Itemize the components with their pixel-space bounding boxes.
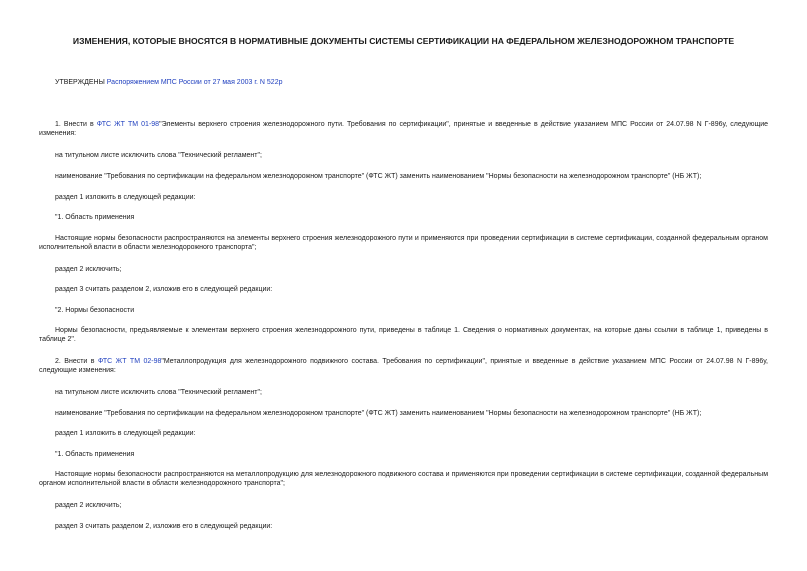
p2-scope-title: "1. Область применения <box>55 451 135 458</box>
approved-line <box>55 78 282 87</box>
p2-section3: раздел 3 считать разделом 2, изложив его в следующей редакции: <box>55 523 273 530</box>
p1-section3: раздел 3 считать разделом 2, изложив его в следующей редакции: <box>55 286 273 293</box>
p1-section1: раздел 1 изложить в следующей редакции: <box>55 194 196 201</box>
item-1-prefix: 1. Внести в <box>55 121 97 128</box>
approval-order-link[interactable]: Распоряжением МПС России от 27 мая 2003 г. N 522р <box>106 79 283 86</box>
page-title: ИЗМЕНЕНИЯ, КОТОРЫЕ ВНОСЯТСЯ В НОРМАТИВНЫЕ ДОКУМЕНТЫ СИСТЕМЫ СЕРТИФИКАЦИИ НА ФЕДЕРАЛЬНОМ ЖЕЛЕЗНОДОРОЖНОМ ТРАНСПОРТЕ <box>72 36 735 46</box>
p2-scope-text: Настоящие нормы безопасности распространяются на металлопродукцию для железнодорожного подвижного состава и применяются при проведении сертификации в системе сертификации, созданной федеральным органом исполнительной власти в области железнодорожного транспорта"; <box>39 471 768 487</box>
p1-name: наименование "Требования по сертификации на федеральном железнодорожном транспорте" (ФТС ЖТ) заменить наименованием "Нормы безопасности на железнодорожном транспорте" (НБ ЖТ); <box>55 173 702 180</box>
item-2-prefix: 2. Внести в <box>55 358 98 365</box>
p2-section1: раздел 1 изложить в следующей редакции: <box>55 430 196 437</box>
item-2-paragraph <box>39 357 768 375</box>
p1-scope-text: Настоящие нормы безопасности распространяются на элементы верхнего строения железнодорожного пути и применяются при проведении сертификации в системе сертификации, созданной федеральным органом исполнительной власти в области железнодорожного транспорта"; <box>39 235 768 251</box>
p2-section2: раздел 2 исключить; <box>55 502 122 509</box>
p1-title-page: на титульном листе исключить слова "Технический регламент"; <box>55 152 262 159</box>
item-1-text: "Элементы верхнего строения железнодорожного пути. Требования по сертификации", принятые и введенные в действие указанием МПС России от 24.07.98 N Г-896у, следующие изменения: <box>39 121 769 137</box>
fts-tm-01-98-link[interactable]: ФТС ЖТ ТМ 01-98 <box>96 121 160 128</box>
item-2-text: "Металлопродукция для железнодорожного подвижного состава. Требования по сертификации", принятые и введенные в действие указанием МПС России от 24.07.98 N Г-896у, следующие изменения: <box>39 358 769 374</box>
p2-title-page: на титульном листе исключить слова "Технический регламент"; <box>55 389 262 396</box>
p1-norms-title: "2. Нормы безопасности <box>55 307 135 314</box>
p2-name: наименование "Требования по сертификации на федеральном железнодорожном транспорте" (ФТС ЖТ) заменить наименованием "Нормы безопасности на железнодорожном транспорте" (НБ ЖТ); <box>55 410 702 417</box>
p1-section2: раздел 2 исключить; <box>55 266 122 273</box>
approved-label: УТВЕРЖДЕНЫ <box>55 79 105 86</box>
p1-norms-text: Нормы безопасности, предъявляемые к элементам верхнего строения железнодорожного пути, приведены в таблице 1. Сведения о нормативных документах, на которые даны ссылки в таблице 1, приведены в таблице 2". <box>39 327 768 343</box>
fts-tm-02-98-link[interactable]: ФТС ЖТ ТМ 02-98 <box>97 358 162 365</box>
item-1-paragraph <box>39 120 768 138</box>
p1-scope-title: "1. Область применения <box>55 214 135 221</box>
